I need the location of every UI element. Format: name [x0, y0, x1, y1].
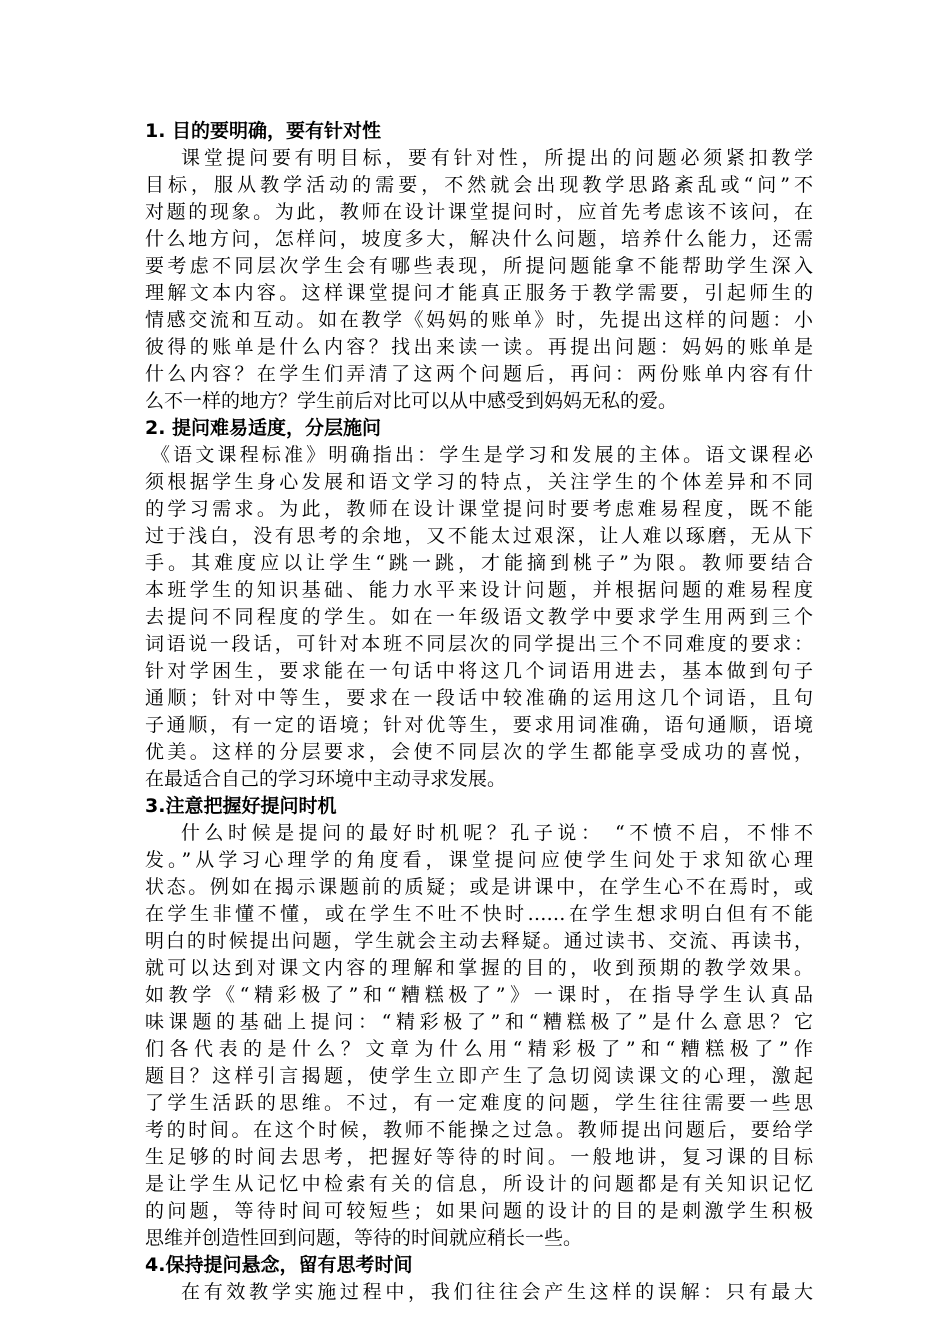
paragraph-line: 生足够的时间去思考，把握好等待的时间。一般地讲，复习课的目标 [145, 1146, 813, 1168]
section-1-heading: 1. 目的要明确，要有针对性 [145, 120, 382, 142]
paragraph-line: 本班学生的知识基础、能力水平来设计问题，并根据问题的难易程度 [145, 579, 813, 601]
paragraph-line: 针对学困生，要求能在一句话中将这几个词语用进去，基本做到句子 [145, 660, 813, 682]
document-page [145, 118, 813, 1306]
paragraph-line: 在有效教学实施过程中，我们往往会产生这样的误解：只有最大 [181, 1281, 813, 1303]
section-1-body [145, 145, 813, 415]
paragraph-line: 目标，服从教学活动的需要，不然就会出现教学思路紊乱或“问”不 [145, 174, 813, 196]
section-4-body [145, 1279, 813, 1306]
paragraph-line: 在最适合自己的学习环境中主动寻求发展。 [145, 768, 507, 790]
paragraph-line: 要考虑不同层次学生会有哪些表现，所提问题能拿不能帮助学生深入 [145, 255, 813, 277]
paragraph-line: 在学生非懂不懂，或在学生不吐不快时……在学生想求明白但有不能 [145, 903, 813, 925]
paragraph-line: 通顺；针对中等生，要求在一段话中较准确的运用这几个词语，且句 [145, 687, 813, 709]
paragraph-line: 《语文课程标准》明确指出：学生是学习和发展的主体。语文课程必 [151, 444, 813, 466]
section-4-heading: 4.保持提问悬念，留有思考时间 [145, 1254, 413, 1276]
paragraph-line: 优美。这样的分层要求，会使不同层次的学生都能享受成功的喜悦， [145, 741, 813, 763]
paragraph-line: 课堂提问要有明目标，要有针对性，所提出的问题必须紧扣教学 [181, 147, 813, 169]
paragraph-line: 发。”从学习心理学的角度看，课堂提问应使学生问处于求知欲心理 [145, 849, 813, 871]
paragraph-line: 的问题，等待时间可较短些；如果问题的设计的目的是刺激学生积极 [145, 1200, 813, 1222]
paragraph-line: 了学生活跃的思维。不过，有一定难度的问题，学生往往需要一些思 [145, 1092, 813, 1114]
paragraph-line: 是让学生从记忆中检索有关的信息，所设计的问题都是有关知识记忆 [145, 1173, 813, 1195]
section-3-heading: 3.注意把握好提问时机 [145, 795, 337, 817]
paragraph-line: 理解文本内容。这样课堂提问才能真正服务于教学需要，引起师生的 [145, 282, 813, 304]
paragraph-line: 味课题的基础上提问：“精彩极了”和“糟糕极了”是什么意思？它 [145, 1011, 813, 1033]
paragraph-line: 题目？这样引言揭题，使学生立即产生了急切阅读课文的心理，激起 [145, 1065, 813, 1087]
paragraph-line: 明白的时候提出问题，学生就会主动去释疑。通过读书、交流、再读书， [145, 930, 813, 952]
paragraph-line: 词语说一段话，可针对本班不同层次的同学提出三个不同难度的要求： [145, 633, 813, 655]
paragraph-line: 手。其难度应以让学生“跳一跳，才能摘到桃子”为限。教师要结合 [145, 552, 813, 574]
paragraph-line: 就可以达到对课文内容的理解和掌握的目的，收到预期的教学效果。 [145, 957, 813, 979]
paragraph-line: 什么时候是提问的最好时机呢？孔子说： “不愤不启，不悱不 [181, 822, 813, 844]
paragraph-line: 什么内容？在学生们弄清了这两个问题后，再问：两份账单内容有什 [145, 363, 813, 385]
paragraph-line: 如教学《“精彩极了”和“糟糕极了”》一课时，在指导学生认真品 [145, 984, 813, 1006]
paragraph-line: 什么地方问，怎样问，坡度多大，解决什么问题，培养什么能力，还需 [145, 228, 813, 250]
paragraph-line: 子通顺，有一定的语境；针对优等生，要求用词准确，语句通顺，语境 [145, 714, 813, 736]
paragraph-line: 彼得的账单是什么内容？找出来读一读。再提出问题：妈妈的账单是 [145, 336, 813, 358]
section-2-heading: 2. 提问难易适度，分层施问 [145, 417, 382, 439]
paragraph-line: 思维并创造性回到问题，等待的时间就应稍长一些。 [145, 1227, 583, 1249]
section-2-body [145, 442, 813, 793]
paragraph-line: 须根据学生身心发展和语文学习的特点，关注学生的个体差异和不同 [145, 471, 813, 493]
section-3-body [145, 820, 813, 1252]
paragraph-line: 么不一样的地方？学生前后对比可以从中感受到妈妈无私的爱。 [145, 390, 678, 412]
paragraph-line: 情感交流和互动。如在教学《妈妈的账单》时，先提出这样的问题：小 [145, 309, 813, 331]
paragraph-line: 状态。例如在揭示课题前的质疑；或是讲课中，在学生心不在焉时，或 [145, 876, 813, 898]
paragraph-line: 考的时间。在这个时候，教师不能操之过急。教师提出问题后，要给学 [145, 1119, 813, 1141]
paragraph-line: 们各代表的是什么？文章为什么用“精彩极了”和“糟糕极了”作 [145, 1038, 813, 1060]
paragraph-line: 去提问不同程度的学生。如在一年级语文教学中要求学生用两到三个 [145, 606, 813, 628]
paragraph-line: 对题的现象。为此，教师在设计课堂提问时，应首先考虑该不该问，在 [145, 201, 813, 223]
paragraph-line: 过于浅白，没有思考的余地，又不能太过艰深，让人难以琢磨，无从下 [145, 525, 813, 547]
paragraph-line: 的学习需求。为此，教师在设计课堂提问时要考虑难易程度，既不能 [145, 498, 813, 520]
